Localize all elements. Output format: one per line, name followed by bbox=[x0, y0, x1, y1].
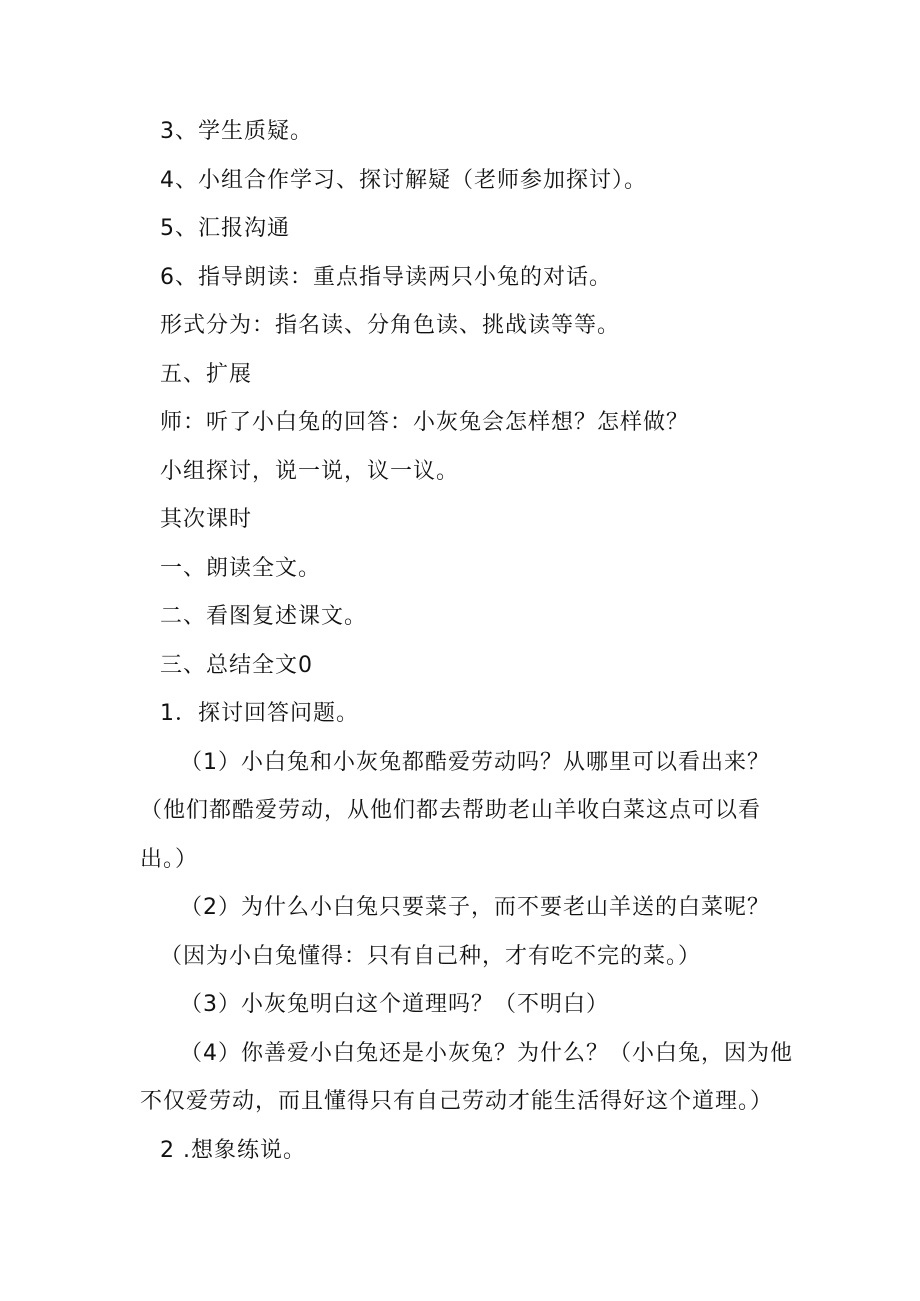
text-line: （4）你善爱小白兔还是小灰兔？为什么？（小白兔，因为他 bbox=[180, 1041, 793, 1066]
text-line: （3）小灰兔明白这个道理吗？（不明白） bbox=[180, 992, 609, 1017]
text-line: 其次课时 bbox=[160, 507, 253, 532]
text-line: 3、学生质疑。 bbox=[160, 119, 313, 144]
text-line: 4、小组合作学习、探讨解疑（老师参加探讨）。 bbox=[160, 168, 647, 193]
text-line: 师：听了小白兔的回答：小灰兔会怎样想？怎样做？ bbox=[160, 410, 690, 435]
text-line: （1）小白兔和小灰兔都酷爱劳动吗？从哪里可以看出来？ bbox=[180, 750, 770, 775]
text-line: （因为小白兔懂得：只有自己种，才有吃不完的菜。） bbox=[160, 944, 702, 969]
text-line: 1．探讨回答问题。 bbox=[160, 701, 359, 726]
text-line: 一、朗读全文。 bbox=[160, 556, 322, 581]
text-line: 二、看图复述课文。 bbox=[160, 604, 368, 629]
text-line: 2 .想象练说。 bbox=[160, 1138, 306, 1163]
text-line: 出。） bbox=[140, 847, 199, 872]
text-line: 三、总结全文0 bbox=[160, 653, 313, 678]
text-line: （2）为什么小白兔只要菜子，而不要老山羊送的白菜呢？ bbox=[180, 895, 770, 920]
text-line: 不仅爱劳动，而且懂得只有自己劳动才能生活得好这个道理。） bbox=[140, 1089, 774, 1114]
text-line: 5、汇报沟通 bbox=[160, 216, 290, 241]
text-line: 小组探讨，说一说，议一议。 bbox=[160, 459, 460, 484]
text-line: 五、扩展 bbox=[160, 362, 253, 387]
text-line: （他们都酷爱劳动，从他们都去帮助老山羊收白菜这点可以看 bbox=[140, 798, 762, 823]
text-line: 形式分为：指名读、分角色读、挑战读等等。 bbox=[160, 313, 621, 338]
text-line: 6、指导朗读：重点指导读两只小兔的对话。 bbox=[160, 265, 612, 290]
